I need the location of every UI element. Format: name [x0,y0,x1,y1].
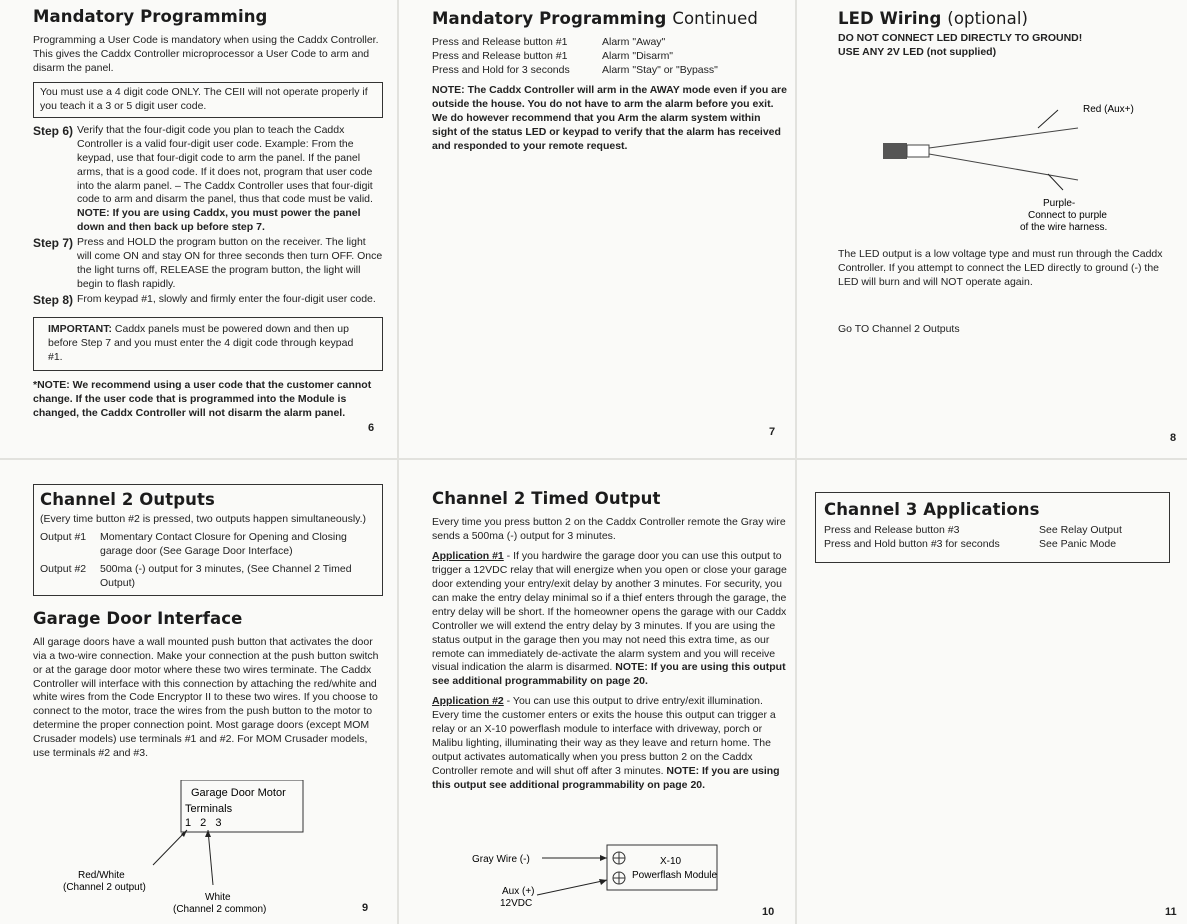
page-10 [432,488,787,918]
output-1-row: Output #1 Momentary Contact Closure for Opening and Closing garage door (See Garage Door Interface) [40,530,347,557]
step-8 [33,293,383,309]
page-number-6: 6 [368,422,375,434]
red-wire-label: Red (Aux+) [1083,104,1134,115]
x10-module-box [607,845,717,890]
page-title: Mandatory Programming [33,7,268,26]
step-text: Press and HOLD the program button on the receiver. The light will come ON and stay ON for three seconds then turn OFF. Once the light turns off, RELEASE the program button, the light will begin to flash rapidly. [77,236,383,291]
page-title: LED Wiring (optional) [838,9,1029,28]
application-1: Application #1 - If you hardwire the garage door you can use this output to trigger a 12VDC relay that will energize when you open or close your garage door extending your entry/exit delay by another 3 minutes. For security, you can make the entry delay minimal so if a thief enters through the garage, the entry delay will be short. If the homeowner opens the garage with our Caddx Controller we will extend the entry delay by 3 minutes. If you are using the status output in the garage then you may not need this extra time, as our remote can immediately de-activate the alarm system and you will receive visual indication the alarm is disarmed. NOTE: If you are using this output see additional programmability on page 20. [432,549,787,688]
step-text: Verify that the four-digit code you plan to teach the Caddx Controller is a valid four-digit user code. Example: From the keypad, use that four-digit code to arm the panel. If the panel arms, that is a good code. If it does not, program that user code into the alarm panel. – The Caddx Controller uses that four-digit code to arm and disarm the panel, thus that code must be valid. NOTE: If you are using Caddx, you must power the panel down and then back up before step 7. [77,123,373,234]
step-7 [33,236,383,292]
step-text: From keypad #1, slowly and firmly enter the four-digit user code. [77,293,376,306]
page-title: Channel 2 Timed Output [432,489,661,508]
led-spec: USE ANY 2V LED (not supplied) [838,45,997,58]
step-label: Step 6) [33,123,74,138]
away-mode-note: NOTE: The Caddx Controller will arm in the AWAY mode even if you are outside the house. You do not have to arm the alarm before you exit. We do however recommend that you Arm the alarm system within sight of the status LED or keypad to verify that the alarm has received and responded to your remote request. [432,83,787,152]
important-text: Caddx panels must be powered down and then up before Step 7 and you must enter the 4 digit code through keypad #1. [48,323,354,363]
page-7 [432,8,787,448]
page-title: Mandatory Programming Continued [432,9,758,28]
gray-wire-label: Gray Wire (-) [472,854,530,865]
step-label: Step 7) [33,236,74,251]
page-title: Channel 3 Applications [824,500,1040,519]
section-title: Garage Door Interface [33,608,243,628]
step-label: Step 8) [33,293,74,308]
page-number-10: 10 [762,906,775,918]
white-sub: (Channel 2 common) [173,904,267,915]
step-6 [33,124,383,236]
red-white-label: Red/White [78,870,125,881]
aux-label: Aux (+) [502,886,535,897]
table-row: Press and Release button #1 Alarm "Away" [432,35,666,48]
garage-door-text: All garage doors have a wall mounted push button that activates the door via a two-wire connection. Make your connection at the push button switch or at the garage door motor where these two wires terminate. The Caddx Controller will interface with this connection by attaching the red/white and white wires from the Code Encryptor II to these two wires. If you choose to connect to the motor, trace the wires from the push button to the motor to determine the proper connection point. Most garage doors (except MOM Crusader models) use terminals #1 and #2. For MOM Crusader models, use terminals #2 and #3. [33,635,379,760]
page-number-11: 11 [1165,906,1177,918]
application-2: Application #2 - You can use this output to drive entry/exit illumination. Every time the customer enters or exits the house this output can trigger a relay or an X-10 powerflash module to interface with driveway, porch or Malibu lighting, illuminating their way as they leave and return home. The output activates automatically when you press button 2 on the Caddx Controller remote and will shut off after 3 minutes. NOTE: If you are using this output see additional programmability on page 20. [432,695,780,792]
purple-label-2: Connect to purple [1028,210,1107,221]
led-icon [883,143,907,159]
page-number-7: 7 [769,426,776,438]
timed-output-intro: Every time you press button 2 on the Caddx Controller remote the Gray wire sends a 500ma (-) output for 3 minutes. [432,515,786,542]
page-11 [815,492,1170,612]
fold-horizontal [0,458,1187,460]
ground-warning: DO NOT CONNECT LED DIRECTLY TO GROUND! [838,31,1083,44]
table-row: Press and Hold button #3 for seconds See Panic Mode [824,537,1117,550]
fold-vertical-2 [795,0,797,924]
goto-channel-2: Go TO Channel 2 Outputs [838,323,960,335]
user-code-note: *NOTE: We recommend using a user code that the customer cannot change. If the user code that is programmed into the Module is changed, the Caddx Controller will not disarm the alarm panel. [33,378,372,419]
page-8 [838,8,1173,448]
aux-voltage: 12VDC [500,898,533,909]
page-9 [33,484,383,914]
red-wire-arrow [1038,110,1058,128]
simultaneous-note: (Every time button #2 is pressed, two outputs happen simultaneously.) [40,512,367,525]
important-box [33,317,383,371]
red-white-sub: (Channel 2 output) [63,882,146,893]
purple-label-3: of the wire harness. [1020,222,1108,233]
x10-diagram [432,840,772,915]
garage-door-motor-diagram [33,780,383,915]
white-label: White [205,892,231,903]
page-number-9: 9 [362,902,369,914]
page-6 [33,6,383,446]
table-row: Press and Release button #3 See Relay Output [824,523,1122,536]
terminal-numbers: 1 2 3 [185,817,225,829]
x10-label: X-10 [660,856,682,867]
button-table [432,36,787,78]
motor-label: Garage Door Motor [191,787,286,799]
table-row: Press and Release button #1 Alarm "Disarm" [432,49,674,62]
purple-label-1: Purple- [1043,198,1076,209]
code-length-box: You must use a 4 digit code ONLY. The CEII will not operate properly if you teach it a 3 or 5 digit user code. [33,82,383,118]
steps-list [33,124,383,309]
important-label: IMPORTANT: [48,323,112,336]
led-wiring-diagram [838,98,1158,248]
page-number-8: 8 [1170,432,1177,444]
channel-2-outputs-box [33,484,383,596]
channel-3-box [815,492,1170,563]
table-row: Press and Hold for 3 seconds Alarm "Stay" or "Bypass" [432,63,718,76]
section-title: Channel 2 Outputs [40,490,215,509]
fold-vertical-1 [397,0,399,924]
intro-text: Programming a User Code is mandatory when using the Caddx Controller. This gives the Caddx Controller microprocessor a User Code to arm and disarm the panel. [33,33,379,74]
output-2-row: Output #2 500ma (-) output for 3 minutes, (See Channel 2 Timed Output) [40,562,352,589]
terminals-label: Terminals [185,803,233,815]
powerflash-label: Powerflash Module [632,870,718,881]
led-output-text: The LED output is a low voltage type and must run through the Caddx Controller. If you attempt to connect the LED directly to ground (-) the LED will burn and will NOT operate again. [838,248,1163,288]
